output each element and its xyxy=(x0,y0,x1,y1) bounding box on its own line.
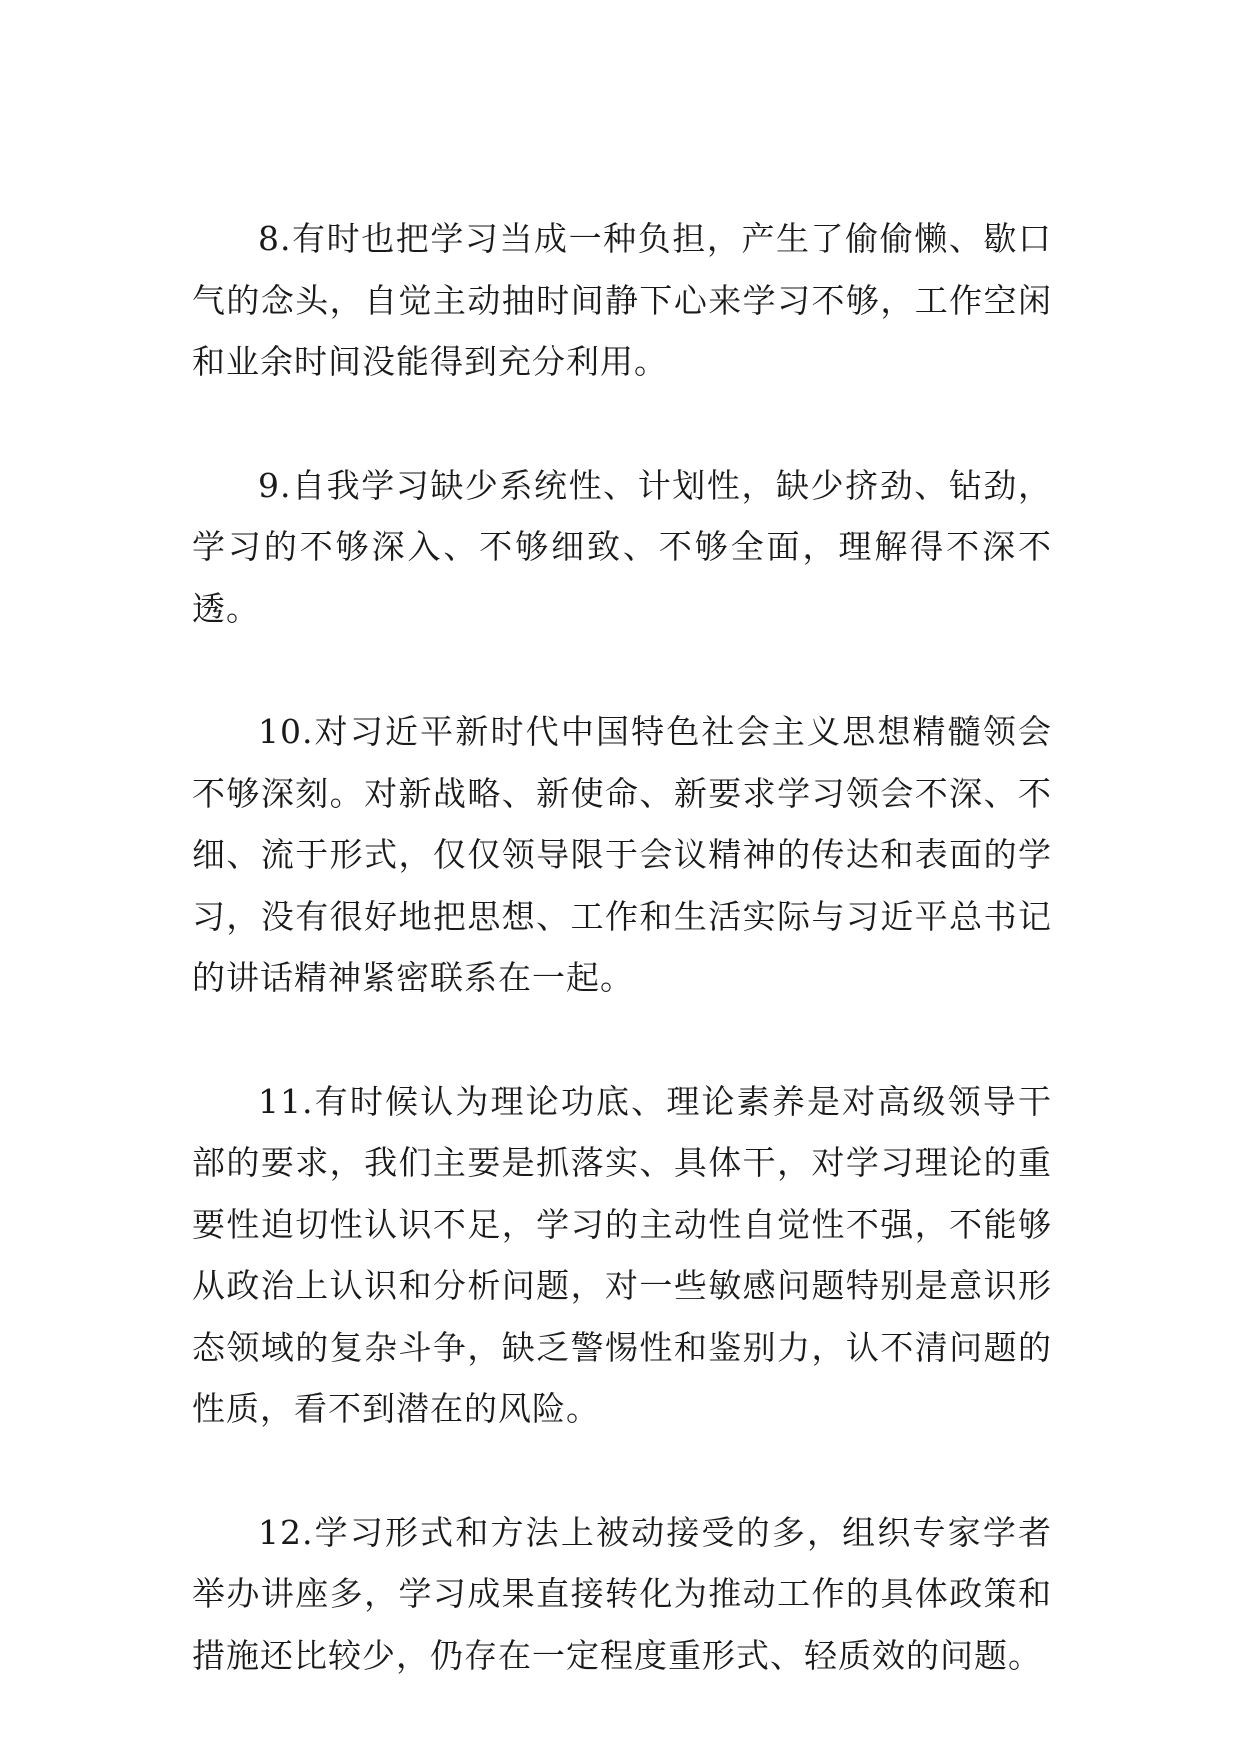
paragraph-item-8: 8.有时也把学习当成一种负担，产生了偷偷懒、歇口气的念头，自觉主动抽时间静下心来学习不够，工作空闲和业余时间没能得到充分利用。 xyxy=(192,219,1052,381)
paragraph-item-9: 9.自我学习缺少系统性、计划性，缺少挤劲、钻劲，学习的不够深入、不够细致、不够全面，理解得不深不透。 xyxy=(192,465,1052,628)
paragraph-item-11: 11.有时候认为理论功底、理论素养是对高级领导干部的要求，我们主要是抓落实、具体干，对学习理论的重要性迫切性认识不足，学习的主动性自觉性不强，不能够从政治上认识和分析问题，对一些敏感问题特别是意识形态领域的复杂斗争，缺乏警惕性和鉴别力，认不清问题的性质，看不到潜在的风险。 xyxy=(192,1081,1052,1428)
paragraph-item-10: 10.对习近平新时代中国特色社会主义思想精髓领会不够深刻。对新战略、新使命、新要求学习领会不深、不细、流于形式，仅仅领导限于会议精神的传达和表面的学习，没有很好地把思想、工作和生活实际与习近平总书记的讲话精神紧密联系在一起。 xyxy=(192,712,1052,997)
document-body xyxy=(192,208,1052,1748)
paragraph-item-12: 12.学习形式和方法上被动接受的多，组织专家学者举办讲座多，学习成果直接转化为推动工作的具体政策和措施还比较少，仍存在一定程度重形式、轻质效的问题。 xyxy=(192,1512,1052,1675)
